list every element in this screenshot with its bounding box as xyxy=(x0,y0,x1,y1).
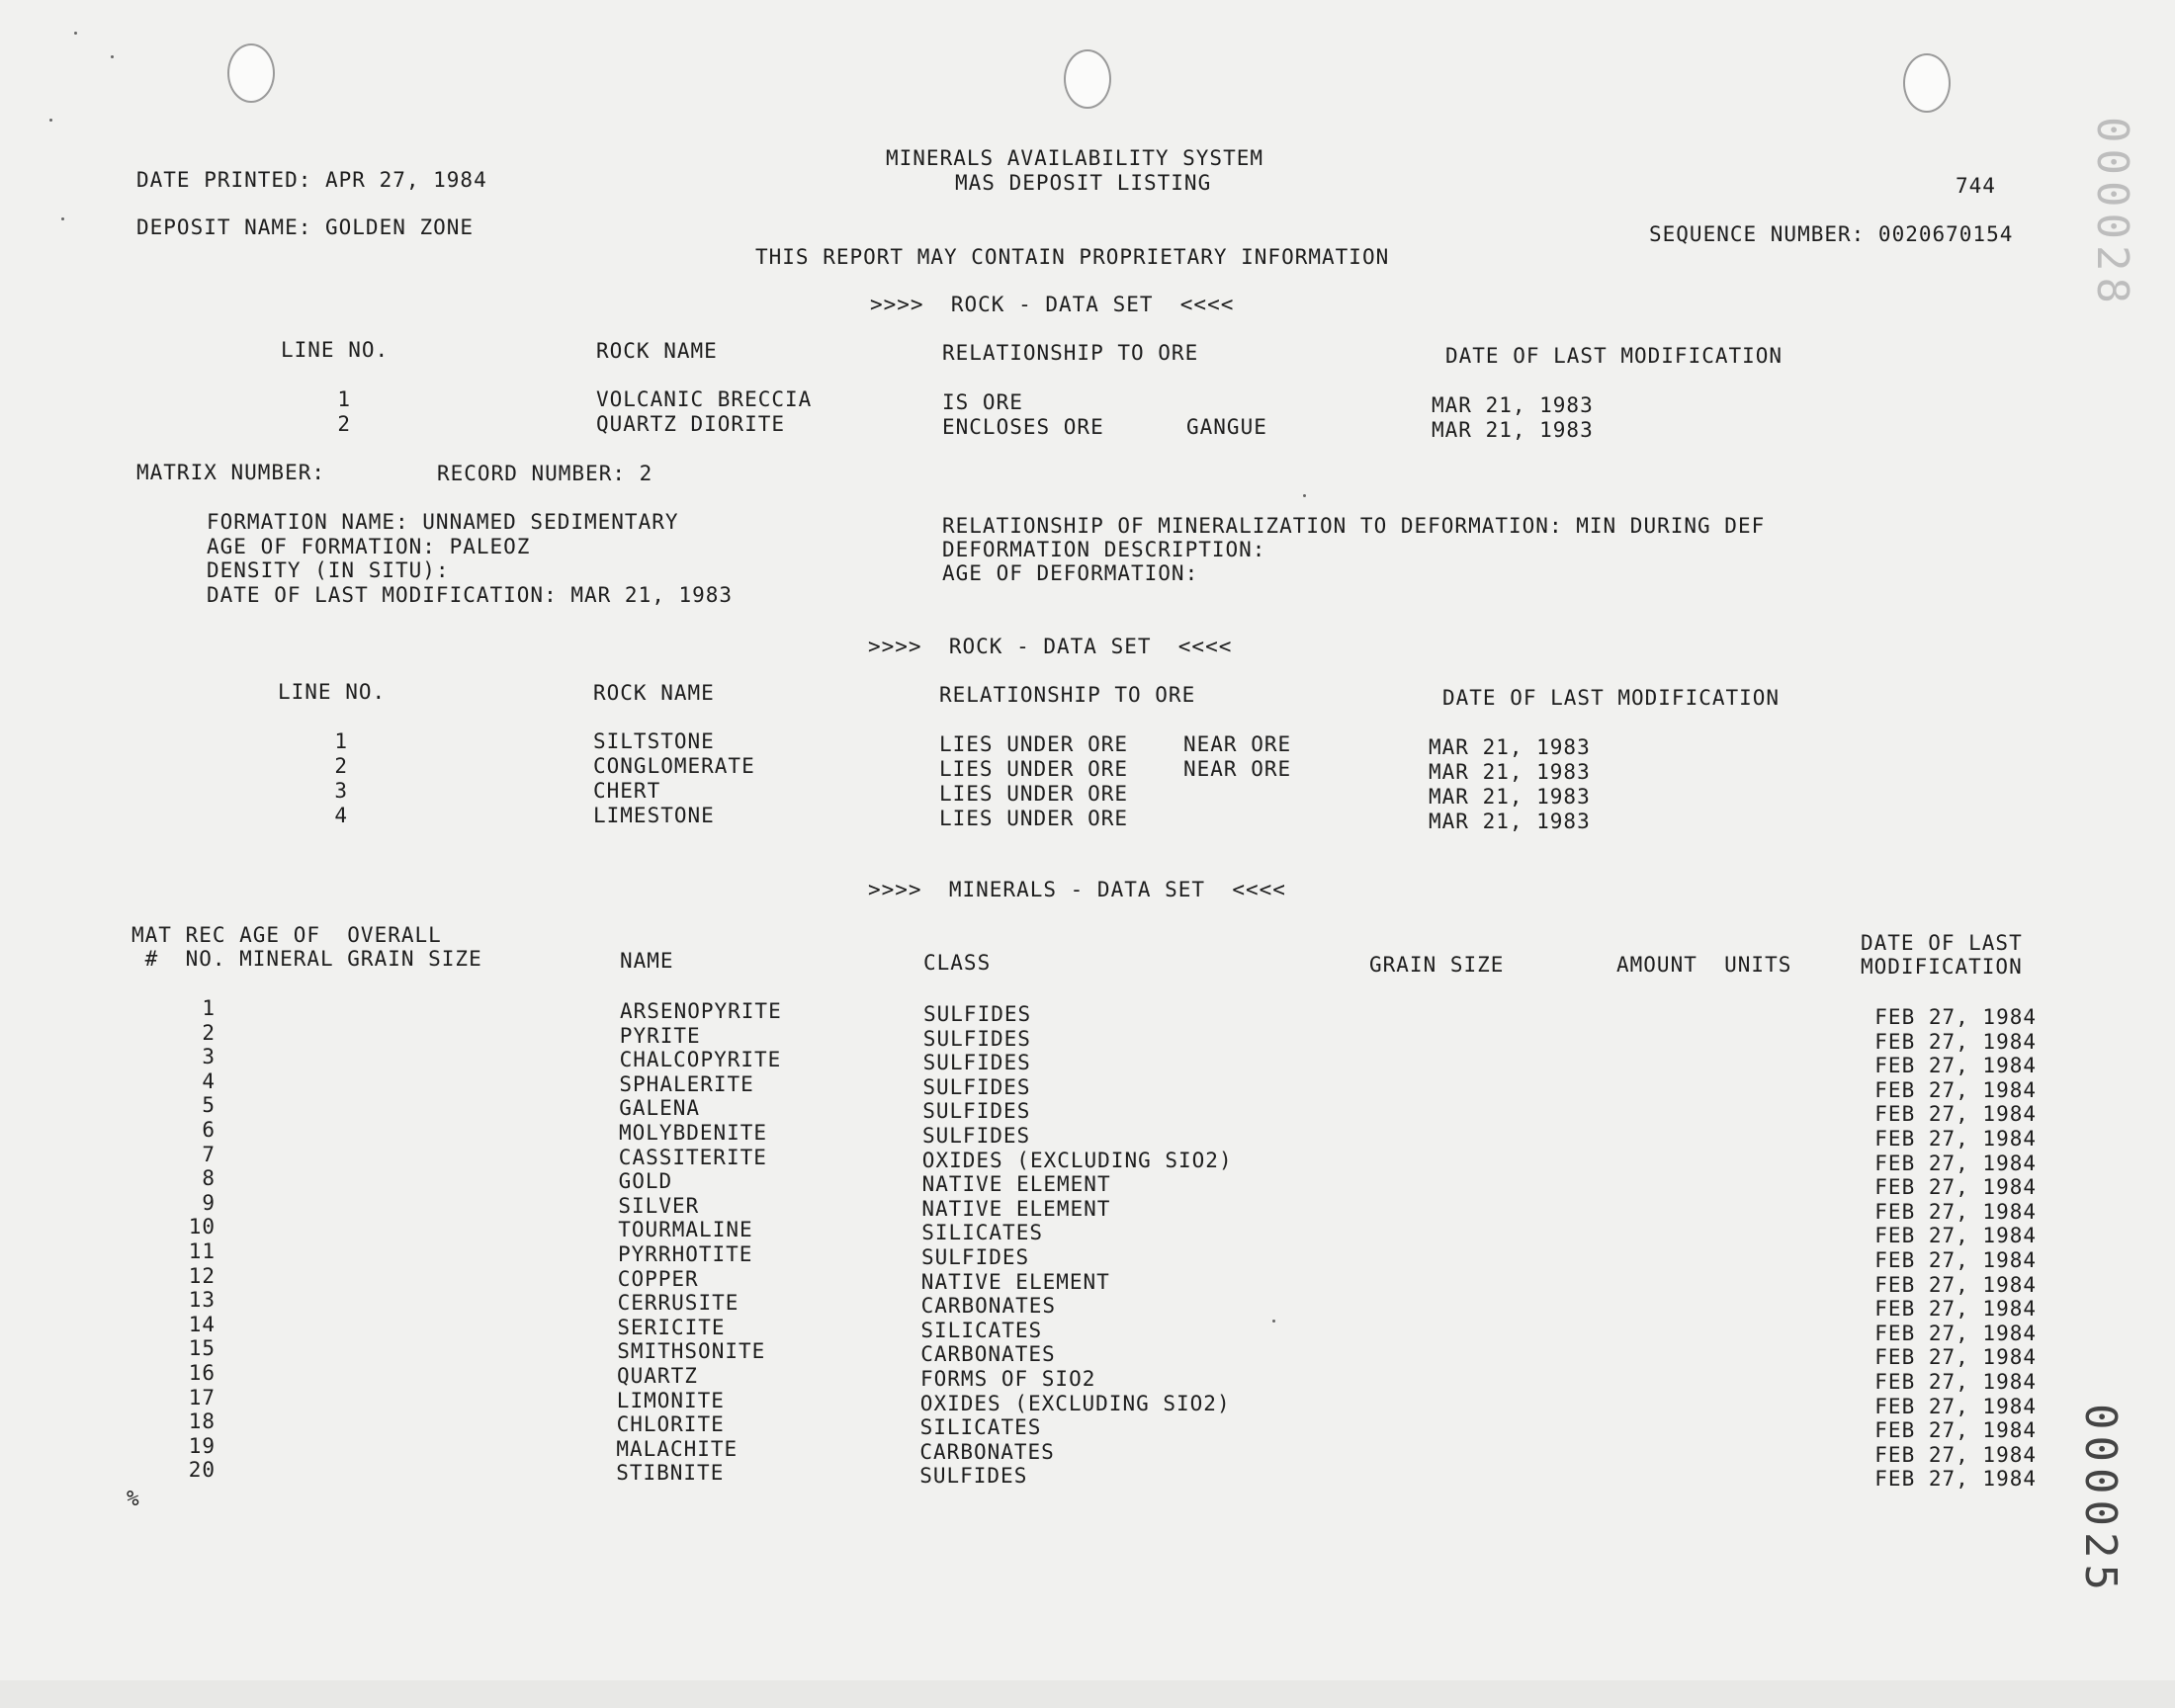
mineral-row-class: SULFIDES xyxy=(922,1099,1031,1124)
deposit-name: DEPOSIT NAME: GOLDEN ZONE xyxy=(136,215,475,239)
proprietary-notice: THIS REPORT MAY CONTAIN PROPRIETARY INFORMATION xyxy=(755,245,1390,269)
mineral-row-name: TOURMALINE xyxy=(618,1218,753,1242)
rock-row-name: CHERT xyxy=(593,779,661,803)
speck xyxy=(1303,494,1306,497)
minerals-header-mat-line2: # NO. MINERAL GRAIN SIZE xyxy=(131,947,482,971)
minerals-header-grain: GRAIN SIZE xyxy=(1369,953,1505,977)
mineral-row-name: QUARTZ xyxy=(617,1364,698,1388)
mineral-row-class: SILICATES xyxy=(921,1221,1043,1245)
mineral-row-date: FEB 27, 1984 xyxy=(1874,1224,2037,1248)
mineral-row-number: 5 xyxy=(202,1093,216,1118)
speck xyxy=(74,32,77,35)
mineral-row-number: 2 xyxy=(202,1020,216,1045)
mineral-row-class: SULFIDES xyxy=(923,1002,1032,1026)
mineral-row-number: 14 xyxy=(188,1312,216,1336)
mineral-row-class: SULFIDES xyxy=(919,1464,1028,1489)
rock-row-date: MAR 21, 1983 xyxy=(1429,735,1591,759)
mineral-row-number: 9 xyxy=(202,1190,216,1215)
mineral-row-date: FEB 27, 1984 xyxy=(1874,1029,2037,1054)
mineral-row-class: CARBONATES xyxy=(920,1294,1057,1319)
mineral-row-class: OXIDES (EXCLUDING SIO2) xyxy=(919,1391,1231,1415)
formation-date-mod: DATE OF LAST MODIFICATION: MAR 21, 1983 xyxy=(207,583,734,607)
rock-row-relationship: ENCLOSES ORE xyxy=(942,415,1104,439)
age-of-deformation: AGE OF DEFORMATION: xyxy=(942,561,1199,585)
mineral-row-number: 20 xyxy=(188,1458,216,1483)
rock-row-name: VOLCANIC BRECCIA xyxy=(596,387,813,411)
mineral-row-name: GALENA xyxy=(619,1096,701,1121)
minerals-header-class: CLASS xyxy=(923,951,992,975)
mineral-row-date: FEB 27, 1984 xyxy=(1874,1175,2037,1200)
rock-row-relationship: LIES UNDER ORE xyxy=(939,757,1129,781)
mineral-row-date: FEB 27, 1984 xyxy=(1874,1199,2037,1224)
rock-row-name: SILTSTONE xyxy=(593,729,715,753)
rock-row-name: QUARTZ DIORITE xyxy=(596,412,786,436)
rock-row-date: MAR 21, 1983 xyxy=(1429,760,1591,784)
rock-row-line: 2 xyxy=(337,412,351,436)
mineral-row-class: SULFIDES xyxy=(922,1124,1031,1148)
mineral-row-date: FEB 27, 1984 xyxy=(1874,1151,2037,1175)
rock-row-name: LIMESTONE xyxy=(593,804,715,827)
minerals-title: >>>> MINERALS - DATA SET <<<< xyxy=(868,878,1286,901)
mineral-row-name: SERICITE xyxy=(617,1315,726,1339)
mineral-row-date: FEB 27, 1984 xyxy=(1874,1054,2037,1078)
mineral-row-name: COPPER xyxy=(617,1266,699,1291)
mineral-row-class: SULFIDES xyxy=(922,1026,1031,1051)
mineral-row-date: FEB 27, 1984 xyxy=(1874,1102,2037,1127)
mineral-row-class: NATIVE ELEMENT xyxy=(921,1172,1111,1197)
scan-edge xyxy=(0,1680,2175,1708)
mineral-row-class: CARBONATES xyxy=(919,1439,1055,1464)
mineral-row-date: FEB 27, 1984 xyxy=(1874,1321,2037,1345)
record-number: RECORD NUMBER: 2 xyxy=(437,462,653,485)
mineral-row-date: FEB 27, 1984 xyxy=(1874,1418,2037,1443)
mineral-row-number: 4 xyxy=(202,1068,216,1093)
minerals-header-amount-units: AMOUNT UNITS xyxy=(1616,953,1792,977)
date-printed: DATE PRINTED: APR 27, 1984 xyxy=(136,168,487,192)
mineral-row-date: FEB 27, 1984 xyxy=(1874,1272,2037,1297)
mineral-row-name: SILVER xyxy=(618,1193,700,1218)
speck xyxy=(49,119,52,122)
mineral-row-name: LIMONITE xyxy=(616,1388,725,1412)
mineral-row-name: CHALCOPYRITE xyxy=(619,1048,782,1072)
rock-row-relationship-2: GANGUE xyxy=(1186,415,1267,439)
minerals-header-date-line2: MODIFICATION xyxy=(1861,955,2023,979)
rock-row-line: 4 xyxy=(334,804,348,827)
speck xyxy=(1272,1320,1275,1323)
mineral-row-number: 3 xyxy=(202,1045,216,1069)
mineral-row-date: FEB 27, 1984 xyxy=(1874,1467,2037,1492)
mineral-row-name: SMITHSONITE xyxy=(617,1339,766,1364)
mineral-row-name: PYRRHOTITE xyxy=(618,1242,753,1266)
mineral-row-date: FEB 27, 1984 xyxy=(1874,1127,2037,1151)
deformation-description: DEFORMATION DESCRIPTION: xyxy=(942,538,1266,561)
stamp-top-right: 000028 xyxy=(2087,117,2137,309)
rock-row-date: MAR 21, 1983 xyxy=(1432,393,1594,417)
rock-set-1-title: >>>> ROCK - DATA SET <<<< xyxy=(870,293,1235,316)
rock-set-1-header-line: LINE NO. xyxy=(281,338,390,362)
rock-row-date: MAR 21, 1983 xyxy=(1429,810,1591,833)
mineral-row-number: 13 xyxy=(188,1288,216,1313)
mineral-row-number: 18 xyxy=(188,1409,216,1434)
mineral-row-date: FEB 27, 1984 xyxy=(1874,1345,2037,1370)
minerals-header-mat-line1: MAT REC AGE OF OVERALL xyxy=(131,923,442,947)
rock-set-1-header-date: DATE OF LAST MODIFICATION xyxy=(1445,344,1784,368)
binder-hole-left xyxy=(227,43,275,103)
rock-row-relationship: LIES UNDER ORE xyxy=(939,782,1129,806)
mineral-row-name: ARSENOPYRITE xyxy=(620,999,782,1023)
speck xyxy=(61,217,64,220)
percent-mark: % xyxy=(127,1487,140,1510)
mineral-row-name: SPHALERITE xyxy=(619,1071,754,1096)
density: DENSITY (IN SITU): xyxy=(207,558,450,582)
rock-row-line: 2 xyxy=(334,754,348,778)
mineral-row-number: 17 xyxy=(188,1385,216,1409)
mineral-row-class: NATIVE ELEMENT xyxy=(921,1196,1111,1221)
relationship-deformation: RELATIONSHIP OF MINERALIZATION TO DEFORMATION: MIN DURING DEF xyxy=(942,514,1766,538)
mineral-row-class: CARBONATES xyxy=(920,1342,1056,1367)
mineral-row-number: 19 xyxy=(188,1433,216,1458)
mineral-row-class: OXIDES (EXCLUDING SIO2) xyxy=(921,1148,1233,1172)
age-of-formation: AGE OF FORMATION: PALEOZ xyxy=(207,535,531,558)
rock-row-line: 3 xyxy=(334,779,348,803)
mineral-row-number: 11 xyxy=(188,1239,216,1263)
mineral-row-number: 1 xyxy=(202,996,216,1020)
mineral-row-name: STIBNITE xyxy=(616,1461,725,1486)
mineral-row-name: MOLYBDENITE xyxy=(619,1121,768,1145)
mineral-row-date: FEB 27, 1984 xyxy=(1874,1077,2037,1102)
mineral-row-class: SILICATES xyxy=(919,1415,1042,1440)
rock-set-2-header-name: ROCK NAME xyxy=(593,681,715,705)
rock-set-2-header-line: LINE NO. xyxy=(278,680,387,704)
rock-row-relationship: LIES UNDER ORE xyxy=(939,732,1129,756)
mineral-row-date: FEB 27, 1984 xyxy=(1874,1005,2037,1029)
formation-name: FORMATION NAME: UNNAMED SEDIMENTARY xyxy=(207,510,679,534)
mineral-row-class: SULFIDES xyxy=(921,1245,1030,1269)
minerals-header-name: NAME xyxy=(620,949,674,973)
mineral-row-class: SILICATES xyxy=(920,1318,1043,1342)
mineral-row-name: CHLORITE xyxy=(616,1412,725,1437)
rock-row-line: 1 xyxy=(334,729,348,753)
mineral-row-date: FEB 27, 1984 xyxy=(1874,1442,2037,1467)
mineral-row-name: CERRUSITE xyxy=(617,1291,740,1316)
mineral-row-date: FEB 27, 1984 xyxy=(1874,1297,2037,1322)
mineral-row-class: SULFIDES xyxy=(922,1074,1031,1099)
rock-row-relationship: IS ORE xyxy=(942,390,1023,414)
mineral-row-number: 8 xyxy=(202,1166,216,1191)
page-number: 744 xyxy=(1956,174,1996,198)
mineral-row-date: FEB 27, 1984 xyxy=(1874,1248,2037,1272)
rock-row-line: 1 xyxy=(337,387,351,411)
mineral-row-name: CASSITERITE xyxy=(618,1145,767,1169)
mineral-row-number: 7 xyxy=(202,1142,216,1166)
rock-row-date: MAR 21, 1983 xyxy=(1429,785,1591,809)
rock-set-2-header-date: DATE OF LAST MODIFICATION xyxy=(1442,686,1781,710)
listing-title: MAS DEPOSIT LISTING xyxy=(955,171,1212,195)
speck xyxy=(111,55,114,58)
mineral-row-date: FEB 27, 1984 xyxy=(1874,1394,2037,1418)
rock-row-relationship: LIES UNDER ORE xyxy=(939,807,1129,830)
binder-hole-center xyxy=(1064,49,1111,109)
mineral-row-class: FORMS OF SIO2 xyxy=(920,1367,1096,1391)
rock-row-relationship-2: NEAR ORE xyxy=(1183,732,1292,756)
minerals-header-date-line1: DATE OF LAST xyxy=(1861,931,2023,955)
mineral-row-name: PYRITE xyxy=(619,1023,701,1048)
mineral-row-number: 6 xyxy=(202,1118,216,1142)
mineral-row-name: GOLD xyxy=(618,1169,673,1194)
mineral-row-class: NATIVE ELEMENT xyxy=(920,1269,1110,1294)
mineral-row-number: 16 xyxy=(188,1361,216,1385)
stamp-bottom-right: 000025 xyxy=(2075,1404,2126,1596)
system-title: MINERALS AVAILABILITY SYSTEM xyxy=(886,146,1264,170)
rock-set-2-title: >>>> ROCK - DATA SET <<<< xyxy=(868,635,1233,658)
mineral-row-date: FEB 27, 1984 xyxy=(1874,1370,2037,1394)
mineral-row-number: 10 xyxy=(188,1215,216,1239)
rock-set-1-header-rel: RELATIONSHIP TO ORE xyxy=(942,341,1199,365)
rock-row-name: CONGLOMERATE xyxy=(593,754,755,778)
mineral-row-number: 15 xyxy=(188,1336,216,1361)
rock-row-relationship-2: NEAR ORE xyxy=(1183,757,1292,781)
rock-row-date: MAR 21, 1983 xyxy=(1432,418,1594,442)
mineral-row-class: SULFIDES xyxy=(922,1051,1031,1075)
sequence-number: SEQUENCE NUMBER: 0020670154 xyxy=(1649,222,2014,246)
rock-set-2-header-rel: RELATIONSHIP TO ORE xyxy=(939,683,1196,707)
matrix-number: MATRIX NUMBER: xyxy=(136,461,326,484)
rock-set-1-header-name: ROCK NAME xyxy=(596,339,718,363)
binder-hole-right xyxy=(1903,53,1951,113)
mineral-row-name: MALACHITE xyxy=(616,1436,739,1461)
mineral-row-number: 12 xyxy=(188,1263,216,1288)
